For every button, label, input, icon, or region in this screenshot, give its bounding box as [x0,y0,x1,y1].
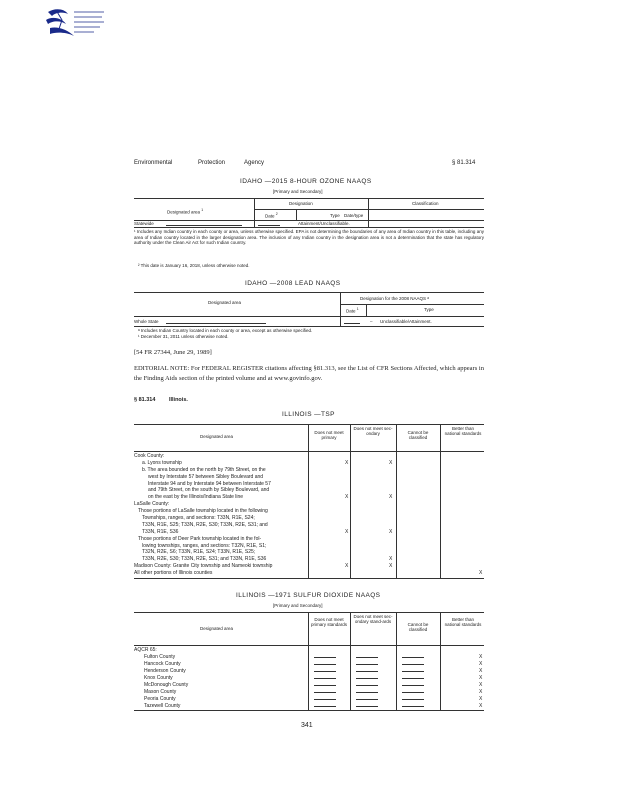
table2-col-designation: Designation for the 2008 NAAQS ᵃ [360,296,429,301]
table3-cell-area: LaSalle County: [134,501,170,508]
table3-cell-area: All other portions of Illinois counties [134,570,213,577]
table1-col-area: Designated area $^1$ [167,208,204,215]
running-header-left-2: Protection [198,160,226,166]
table3-col-better: Better than national standards [444,426,482,436]
table-row [134,563,484,570]
table2-footnote-1: ¹ December 31, 2011 unless otherwise noted. [138,334,229,339]
section-heading-number: § 81.314 [134,397,156,403]
table3-col-secondary: Does not meet sec-ondary [353,426,393,436]
table3-cell-secondary: X [389,556,393,563]
table3-body [134,453,484,577]
table-row [134,689,484,696]
agency-logo [44,6,108,40]
table3-col-primary: Does not meet primary [314,430,344,440]
table4-cell-area: Mason County [144,689,177,695]
table1-col-classification: Classification [412,201,439,206]
table1-row-leader [166,222,242,226]
table3-cell-area: T32N, R2E, S6; T33N, R1E, S24; T33N, R1E, S25; [142,549,256,556]
table4-cell-better: X [479,675,483,681]
table3-cell-area: a. Lyons township [142,459,182,466]
table-row [134,474,484,481]
table-row [134,682,484,689]
table-row [134,508,484,515]
table3-cell-primary: X [345,563,349,570]
table3-cell-area: and 79th Street, on the south by Sibley Boulevard, and [148,487,270,494]
table-row [134,515,484,522]
table-row [134,570,484,577]
table4-cell-better: X [479,682,483,688]
table4-col-area: Designated area [200,626,234,631]
table2-row-date-blank [344,320,360,324]
table4-cell-area: Henderson County [144,668,186,674]
table3-cell-area: T33N, R1E, S36 [142,528,179,535]
table-row [134,543,484,550]
table2-col-area: Designated area [208,300,242,305]
table4-cell-area: McDonough County [144,682,189,688]
editorial-note: EDITORIAL NOTE: For FEDERAL REGISTER citations affecting §81.313, see the List of CFR Sections Affected, which appears in the Finding Aids section of the printed volume and at www.govinfo.gov. [134,365,484,382]
table-row [134,647,484,654]
table3-cell-secondary: X [389,459,393,466]
table2-col-type: Type [424,307,434,312]
running-header-left-1: Environmental [134,160,173,166]
table-row [134,703,484,710]
table4-subtitle: [Primary and Secondary] [273,603,323,608]
table3-cell-area: lowing townships, ranges, and sections: T32N, R1E, S1; [142,542,267,549]
table2-footnote-a: ᵃ Includes Indian Country located in each county or area, except as otherwise specified. [138,328,313,333]
table-row [134,549,484,556]
table4-cell-area: Fulton County [144,654,176,660]
table4-title: ILLINOIS —1971 SULFUR DIOXIDE NAAQS [236,592,381,599]
table4-col-primary: Does not meet primary standards [310,617,347,627]
table-row [134,529,484,536]
table3-cell-area: b. The area bounded on the north by 79th Street, on the [142,466,266,473]
section-heading [134,397,188,403]
citation: [54 FR 27344, June 29, 1989] [134,349,212,356]
table1-row-area: Statewide [134,221,154,226]
table4-body [134,647,484,710]
table-row [134,481,484,488]
table2-col-date: Date $^1$ [346,307,359,314]
table3-col-area: Designated area [200,434,234,439]
table-row [134,487,484,494]
table2-title: IDAHO —2008 LEAD NAAQS [245,280,341,287]
table3-cell-secondary: X [389,563,393,570]
table-row [134,494,484,501]
table1-footnote-1: ¹ Includes any Indian country in each county or area, unless otherwise specified. EPA is not determining the boundaries of any area of Indian country in this table, including any area of Indian country located in the larger designation area. The inclusion of any Indian country in the designation area is not a determination that the state has regulatory authority under the Clean Air Act for such Indian country. [134,229,484,245]
table2-row-leader [166,320,266,324]
table4-cell-better: X [479,689,483,695]
table1-row-type: Attainment/Unclassifiable. [298,221,350,226]
table3-cell-area: Interstate 94 and by Interstate 94 between Interstate 57 [148,480,271,487]
table-row [134,556,484,563]
table3-cell-area: Those portions of Deer Park township located in the fol- [138,535,262,542]
table2-row-dash: – [370,319,373,324]
table-row [134,654,484,661]
table-row [134,453,484,460]
table3-cell-area: west by Interstate 57 between Sibley Boulevard and [148,473,264,480]
page-number: 341 [301,722,313,729]
table1-subtitle: [Primary and Secondary] [273,189,323,194]
table3-cell-better: X [479,570,483,577]
table-row [134,467,484,474]
table3-cell-area: T33N, R2E, S30; T33N, R2E, S31; and T33N, R1E, S36 [142,556,267,563]
table4-cell-area: Tazewell County [144,703,181,709]
table3-cell-primary: X [345,528,349,535]
table-row [134,661,484,668]
table1-footnote-2: ² This date is January 16, 2018, unless otherwise noted. [138,263,250,268]
table-row [134,675,484,682]
table3-cell-area: Townships, ranges, and sections: T33N, R1E, S24; [142,515,255,522]
table2-row-area: Whole State [134,319,159,324]
table3-cell-area: on the east by the Illinois/Indiana State line [148,494,244,501]
table2-row-type: Unclassifiable/Attainment. [380,319,432,324]
table3-cell-secondary: X [389,494,393,501]
table4-col-better: Better than national standards [444,617,482,627]
table-row [134,522,484,529]
table1-title: IDAHO —2015 8-HOUR OZONE NAAQS [240,178,372,185]
table3-col-cannot: Cannot be classified [407,430,429,440]
table4-cell-area: AQCR 65: [134,647,157,653]
table4-cell-area: Knox County [144,675,173,681]
table4-cell-better: X [479,703,483,709]
table4-cell-better: X [479,661,483,667]
table-row [134,696,484,703]
table-row [134,460,484,467]
table1-row-date-blank [258,222,280,226]
table4-cell-area: Hancock County [144,661,181,667]
table4-col-cannot: Cannot be classified [407,622,429,632]
section-heading-name: Illinois. [168,397,188,403]
table1-col-date-type: Date/type [344,213,364,218]
table3-cell-secondary: X [389,528,393,535]
running-header-left-3: Agency [244,160,265,166]
table-row [134,668,484,675]
table1-col-designation: Designation [289,201,313,206]
table4-cell-better: X [479,654,483,660]
table3-cell-area: Madison County: Granite City township and Nameoki township [134,563,273,570]
table3-cell-area: Cook County: [134,453,165,459]
table3-title: ILLINOIS —TSP [282,411,335,418]
table1-col-type: Type [330,213,340,218]
table-row [134,536,484,543]
table4-cell-area: Peoria County [144,696,176,702]
table3-cell-area: Those portions of LaSalle township located in the following [138,508,268,515]
table3-cell-area: T33N, R1E, S25; T33N, R2E, S30; T33N, R2E, S31; and [142,521,268,528]
section-marker: § 81.314 [452,160,476,166]
table4-cell-better: X [479,668,483,674]
table4-cell-better: X [479,696,483,702]
table1-col-date: Date $^2$ [265,212,278,219]
table-row [134,501,484,508]
table3-cell-primary: X [345,459,349,466]
table3-cell-primary: X [345,494,349,501]
table4-col-secondary: Does not meet sec-ondary stand-ards [353,614,393,624]
